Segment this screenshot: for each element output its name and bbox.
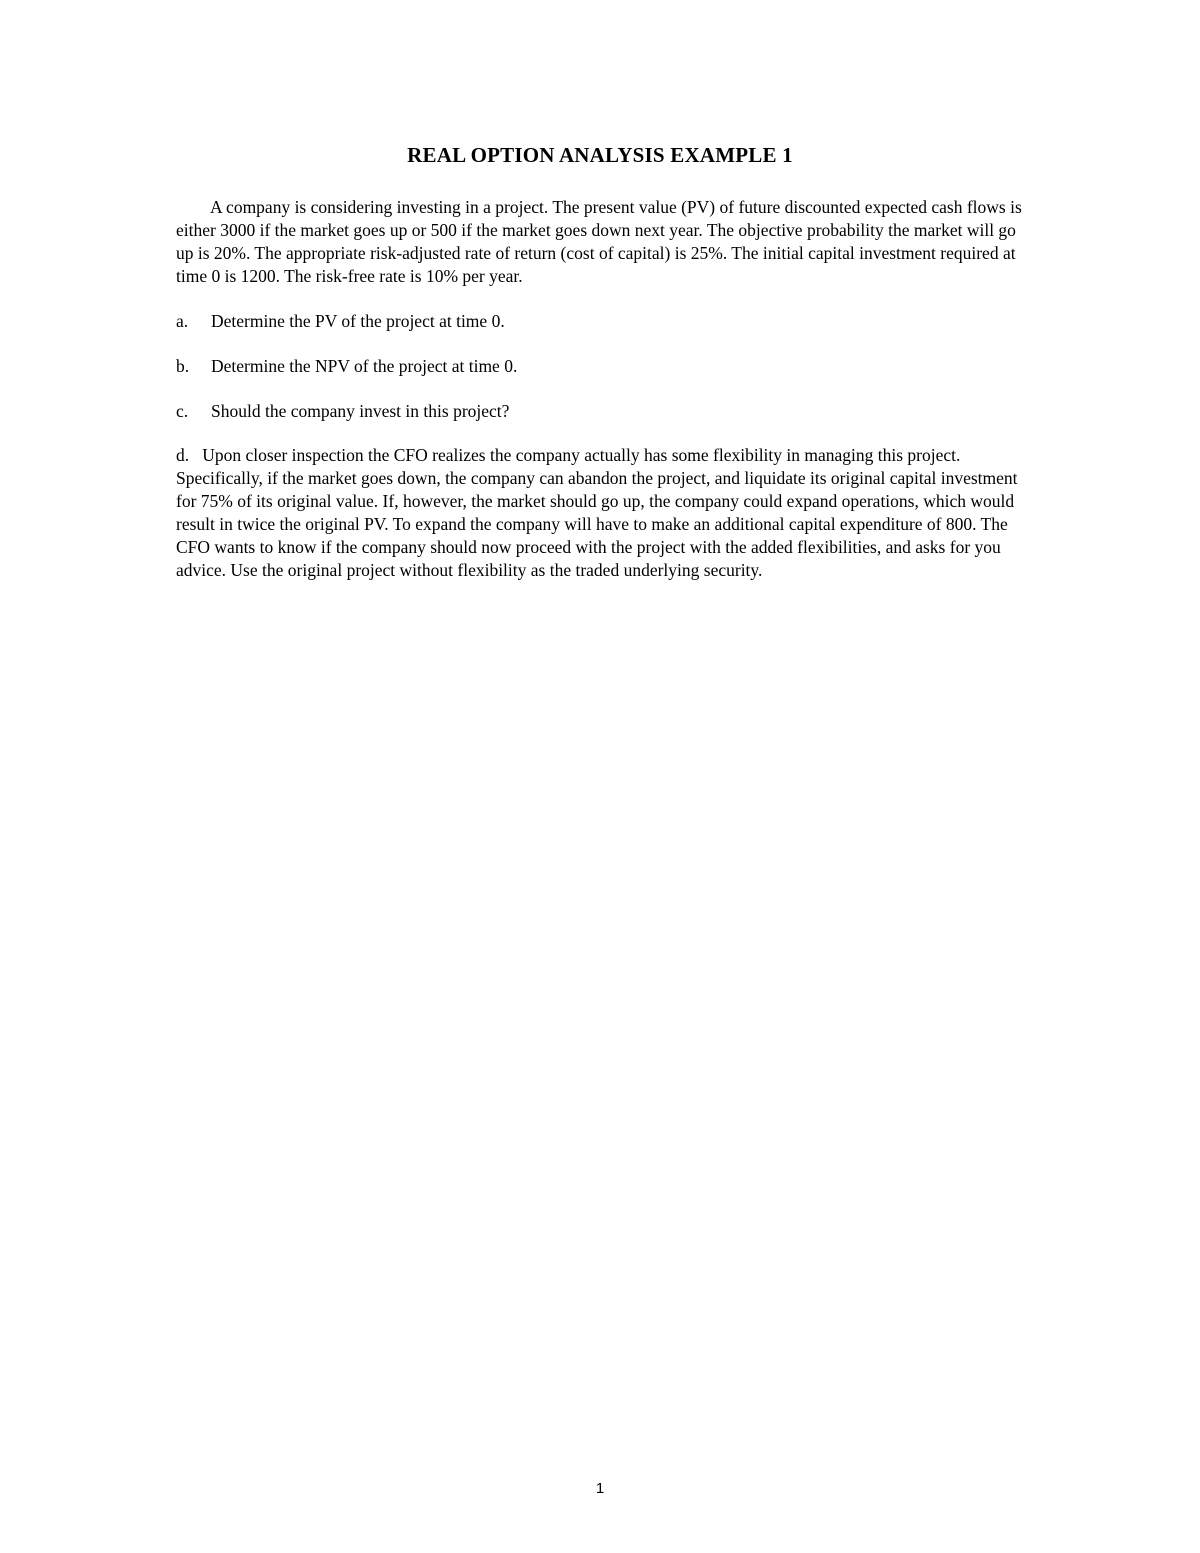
question-c — [176, 400, 1026, 423]
question-d-letter: d. — [176, 445, 190, 465]
question-a-text: Determine the PV of the project at time 0. — [211, 311, 505, 331]
question-b-text: Determine the NPV of the project at time 0. — [211, 356, 518, 376]
question-c-letter: c. — [176, 401, 189, 421]
question-b — [176, 355, 1026, 378]
intro-paragraph: A company is considering investing in a project. The present value (PV) of future discounted expected cash flows is either 3000 if the market goes up or 500 if the market goes down next year. The objective probability the market will go up is 20%. The appropriate risk-adjusted rate of return (cost of capital) is 25%. The initial capital investment required at time 0 is 1200. The risk-free rate is 10% per year. — [176, 197, 1022, 286]
page-number: 1 — [595, 1480, 605, 1497]
question-c-text: Should the company invest in this project? — [211, 401, 510, 421]
question-a-letter: a. — [176, 311, 189, 331]
question-b-letter: b. — [176, 356, 190, 376]
question-d — [176, 444, 1026, 582]
document-title: REAL OPTION ANALYSIS EXAMPLE 1 — [407, 143, 793, 167]
question-a — [176, 310, 1026, 333]
question-d-text: Upon closer inspection the CFO realizes the company actually has some flexibility in managing this project. Specifically, if the market goes down, the company can abandon the project, and liquidate its original capital investment for 75% of its original value. If, however, the market should go up, the company could expand operations, which would result in twice the original PV. To expand the company will have to make an additional capital expenditure of 800. The CFO wants to know if the company should now proceed with the project with the added flexibilities, and asks for you advice. Use the original project without flexibility as the traded underlying security. — [176, 445, 1018, 580]
